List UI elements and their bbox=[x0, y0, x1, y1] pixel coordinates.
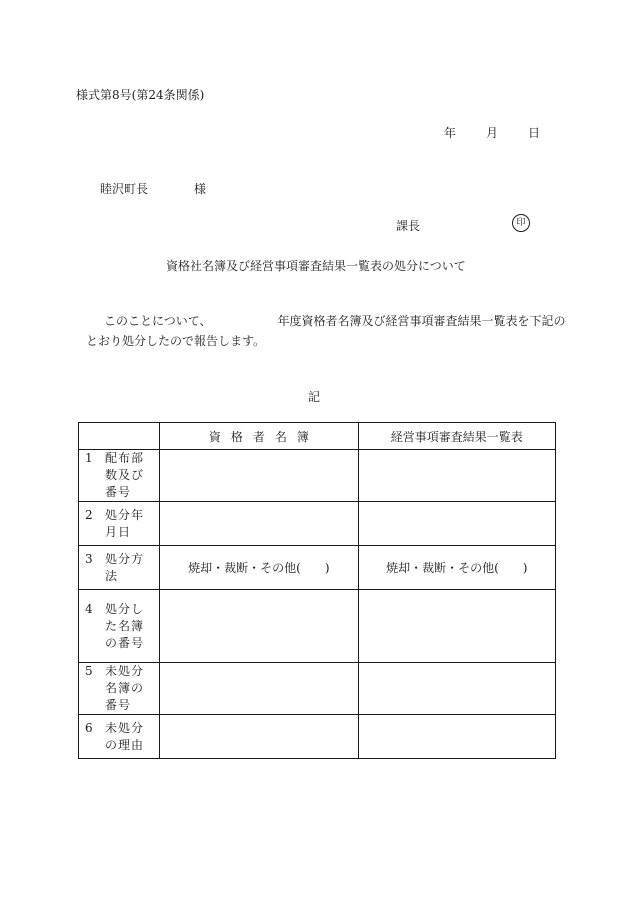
body-text-line2: とおり処分したので報告します。 bbox=[86, 334, 266, 348]
table-row bbox=[79, 715, 556, 759]
table-row bbox=[79, 546, 556, 590]
table-row bbox=[79, 590, 556, 663]
cell-review-results: 焼却・裁断・その他( ) bbox=[358, 546, 555, 590]
row-label: 2 処分年月日 bbox=[79, 502, 160, 546]
row-label: 4 処分した名簿の番号 bbox=[79, 590, 160, 663]
seal-mark: 印 bbox=[512, 214, 530, 232]
cell-review-results bbox=[358, 663, 555, 715]
header-empty-cell bbox=[79, 423, 160, 450]
form-number: 様式第8号(第24条関係) bbox=[76, 88, 205, 102]
table-row bbox=[79, 502, 556, 546]
body-text-line1 bbox=[104, 312, 566, 329]
document-subject: 資格社名簿及び経営事項審査結果一覧表の処分について bbox=[166, 259, 466, 273]
row-label: 3 処分方法 bbox=[79, 546, 160, 590]
cell-review-results bbox=[358, 715, 555, 759]
body-part1: このことについて、 bbox=[104, 314, 212, 328]
date-year: 年 bbox=[444, 126, 457, 140]
header-review-results: 経営事項審査結果一覧表 bbox=[358, 423, 555, 450]
addressee bbox=[100, 180, 206, 197]
row-label: 6 未処分の理由 bbox=[79, 715, 160, 759]
row-label: 1 配布部数及び番号 bbox=[79, 450, 160, 502]
table-row bbox=[79, 450, 556, 502]
cell-review-results bbox=[358, 450, 555, 502]
cell-qualification-list bbox=[160, 590, 358, 663]
sender-title: 課長 bbox=[396, 219, 421, 233]
date-line bbox=[444, 124, 540, 141]
cell-review-results bbox=[358, 502, 555, 546]
cell-qualification-list bbox=[160, 502, 358, 546]
header-qualification-list: 資格者名簿 bbox=[160, 423, 358, 450]
row-label: 5 未処分名簿の番号 bbox=[79, 663, 160, 715]
date-day: 日 bbox=[528, 126, 541, 140]
disposal-report-table bbox=[78, 422, 556, 759]
cell-review-results bbox=[358, 590, 555, 663]
cell-qualification-list bbox=[160, 450, 358, 502]
cell-qualification-list: 焼却・裁断・その他( ) bbox=[160, 546, 358, 590]
ki-label: 記 bbox=[308, 390, 321, 404]
cell-qualification-list bbox=[160, 663, 358, 715]
table-row bbox=[79, 663, 556, 715]
addressee-honorific: 様 bbox=[194, 182, 207, 196]
body-part2: 年度資格者名簿及び経営事項審査結果一覧表を下記の bbox=[277, 314, 566, 328]
date-month: 月 bbox=[486, 126, 499, 140]
cell-qualification-list bbox=[160, 715, 358, 759]
table-header-row bbox=[79, 423, 556, 450]
addressee-name: 睦沢町長 bbox=[100, 182, 149, 196]
